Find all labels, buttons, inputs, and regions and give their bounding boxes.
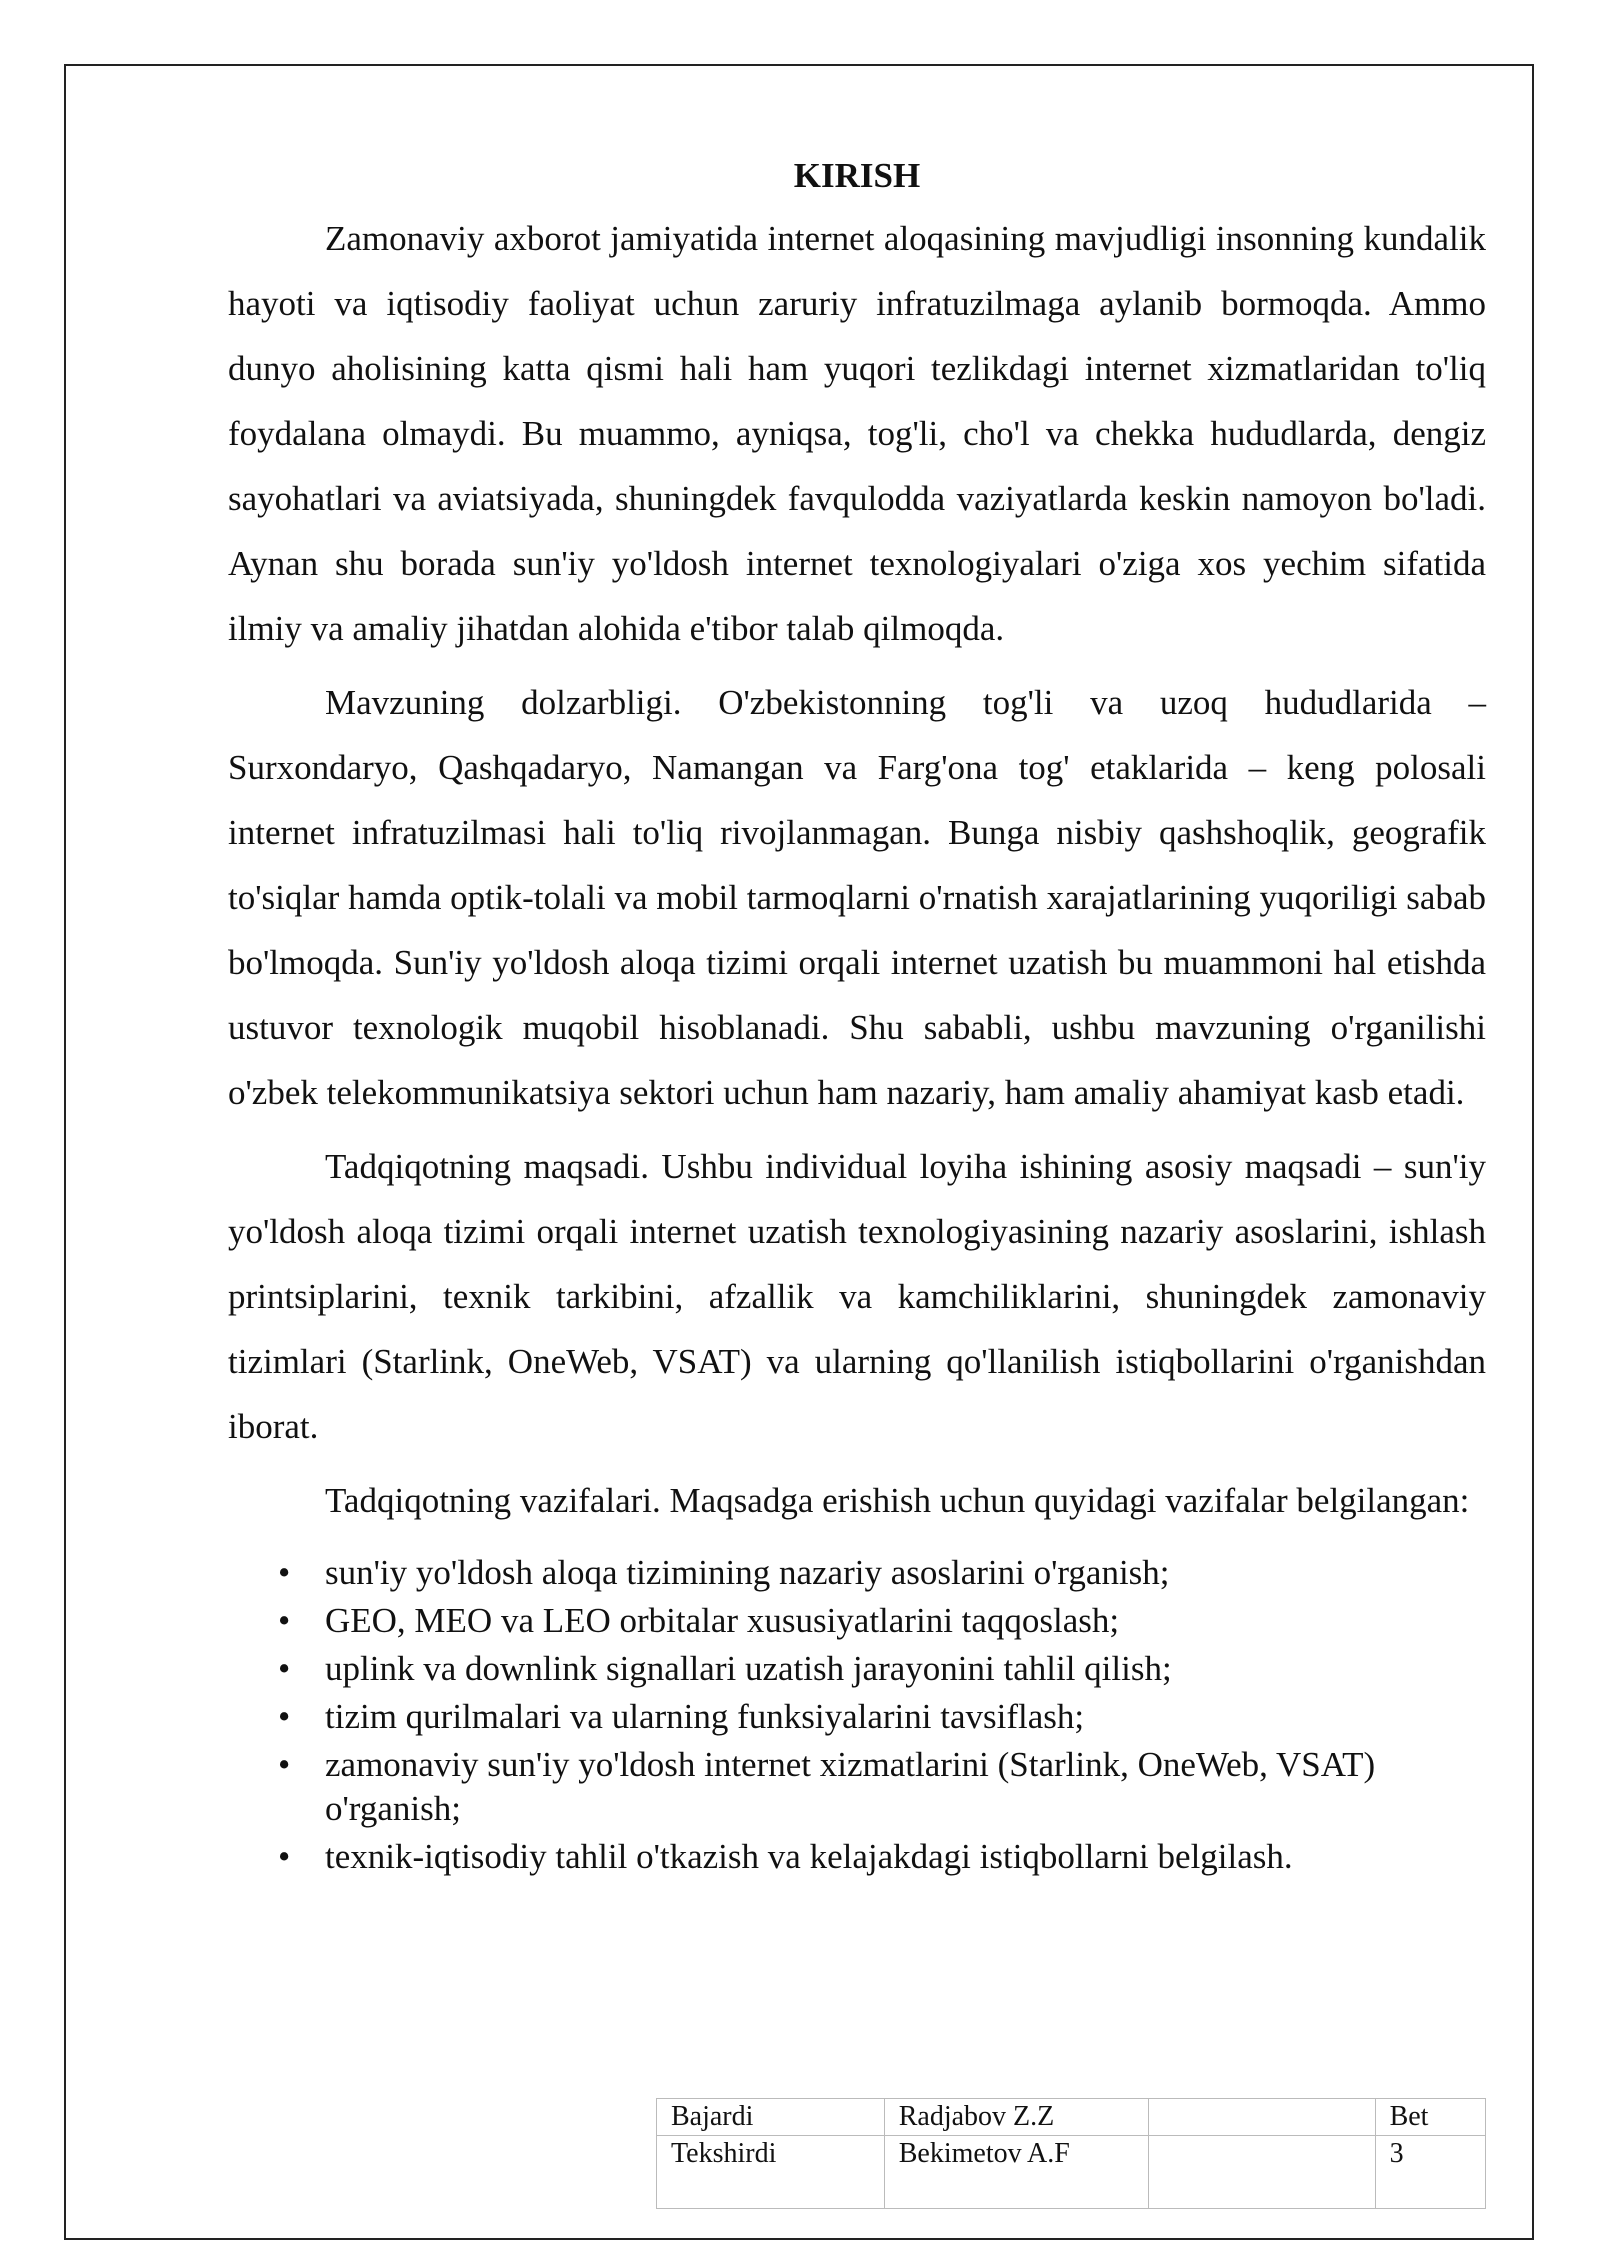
paragraph-relevance: Mavzuning dolzarbligi. O'zbekistonning tog'li va uzoq hududlarida – Surxondaryo, Qashqadaryo, Namangan va Farg'ona tog' etaklarida – keng polosali internet infratuzilmasi hali to'liq rivojlanmagan. Bunga nisbiy qashshoqlik, geografik to'siqlar hamda optik-tolali va mobil tarmoqlarni o'rnatish xarajatlarining yuqoriligi sabab bo'lmoqda. Sun'iy yo'ldosh aloqa tizimi orqali internet uzatish bu muammoni hal etishda ustuvor texnologik muqobil hisoblanadi. Shu sababli, ushbu mavzuning o'rganilishi o'zbek telekommunikatsiya sektori uchun ham nazariy, ham amaliy ahamiyat kasb etadi. bbox=[228, 683, 1486, 1112]
stamp-row-performed bbox=[657, 2099, 1486, 2136]
list-item-text: sun'iy yo'ldosh aloqa tizimining nazariy asoslarini o'rganish; bbox=[325, 1553, 1170, 1592]
list-item-text: GEO, MEO va LEO orbitalar xususiyatlarini taqqoslash; bbox=[325, 1601, 1120, 1640]
list-item bbox=[228, 1551, 1486, 1595]
list-item bbox=[228, 1835, 1486, 1879]
paragraph-intro: Zamonaviy axborot jamiyatida internet aloqasining mavjudligi insonning kundalik hayoti va iqtisodiy faoliyat uchun zaruriy infratuzilmaga aylanib bormoqda. Ammo dunyo aholisining katta qismi hali ham yuqori tezlikdagi internet xizmatlaridan to'liq foydalana olmaydi. Bu muammo, ayniqsa, tog'li, cho'l va chekka hududlarda, dengiz sayohatlari va aviatsiyada, shuningdek favqulodda vaziyatlarda keskin namoyon bo'ladi. Aynan shu borada sun'iy yo'ldosh internet texnologiyalari o'ziga xos yechim sifatida ilmiy va amaliy jihatdan alohida e'tibor talab qilmoqda. bbox=[228, 219, 1486, 648]
stamp-row-checked bbox=[657, 2136, 1486, 2173]
bullet-icon: • bbox=[278, 1697, 291, 1736]
list-item bbox=[228, 1647, 1486, 1691]
bullet-icon: • bbox=[278, 1601, 291, 1640]
list-item-text: zamonaviy sun'iy yo'ldosh internet xizmatlarini (Starlink, OneWeb, VSAT) o'rganish; bbox=[325, 1745, 1376, 1828]
document-body bbox=[228, 150, 1486, 1883]
title-block-stamp bbox=[656, 2098, 1486, 2209]
bullet-icon: • bbox=[278, 1745, 291, 1784]
list-item bbox=[228, 1599, 1486, 1643]
stamp-empty-cell bbox=[1149, 2099, 1375, 2136]
stamp-empty-cell bbox=[884, 2172, 1148, 2209]
bullet-icon: • bbox=[278, 1553, 291, 1592]
list-item bbox=[228, 1695, 1486, 1739]
page-label: Bet bbox=[1375, 2099, 1485, 2136]
section-title: KIRISH bbox=[793, 156, 921, 195]
checked-name: Bekimetov A.F bbox=[884, 2136, 1148, 2173]
stamp-empty-cell bbox=[1375, 2172, 1485, 2209]
list-item-text: texnik-iqtisodiy tahlil o'tkazish va kelajakdagi istiqbollarni belgilash. bbox=[325, 1837, 1293, 1876]
checked-label: Tekshirdi bbox=[657, 2136, 885, 2173]
stamp-empty-cell bbox=[1149, 2172, 1375, 2209]
paragraph-goal: Tadqiqotning maqsadi. Ushbu individual loyiha ishining asosiy maqsadi – sun'iy yo'ldosh aloqa tizimi orqali internet uzatish texnologiyasining nazariy asoslarini, ishlash printsiplarini, texnik tarkibini, afzallik va kamchiliklarini, shuningdek zamonaviy tizimlari (Starlink, OneWeb, VSAT) va ularning qo'llanilish istiqbollarini o'rganishdan iborat. bbox=[228, 1147, 1486, 1446]
stamp-empty-cell bbox=[657, 2172, 885, 2209]
paragraph-tasks: Tadqiqotning vazifalari. Maqsadga erishish uchun quyidagi vazifalar belgilangan: bbox=[325, 1481, 1470, 1520]
list-item-text: uplink va downlink signallari uzatish jarayonini tahlil qilish; bbox=[325, 1649, 1172, 1688]
bullet-icon: • bbox=[278, 1837, 291, 1876]
performed-label: Bajardi bbox=[657, 2099, 885, 2136]
tasks-list bbox=[228, 1551, 1486, 1879]
stamp-row-spacer bbox=[657, 2172, 1486, 2209]
stamp-empty-cell bbox=[1149, 2136, 1375, 2173]
performed-name: Radjabov Z.Z bbox=[884, 2099, 1148, 2136]
list-item bbox=[228, 1743, 1486, 1831]
page-number: 3 bbox=[1375, 2136, 1485, 2173]
bullet-icon: • bbox=[278, 1649, 291, 1688]
list-item-text: tizim qurilmalari va ularning funksiyalarini tavsiflash; bbox=[325, 1697, 1085, 1736]
